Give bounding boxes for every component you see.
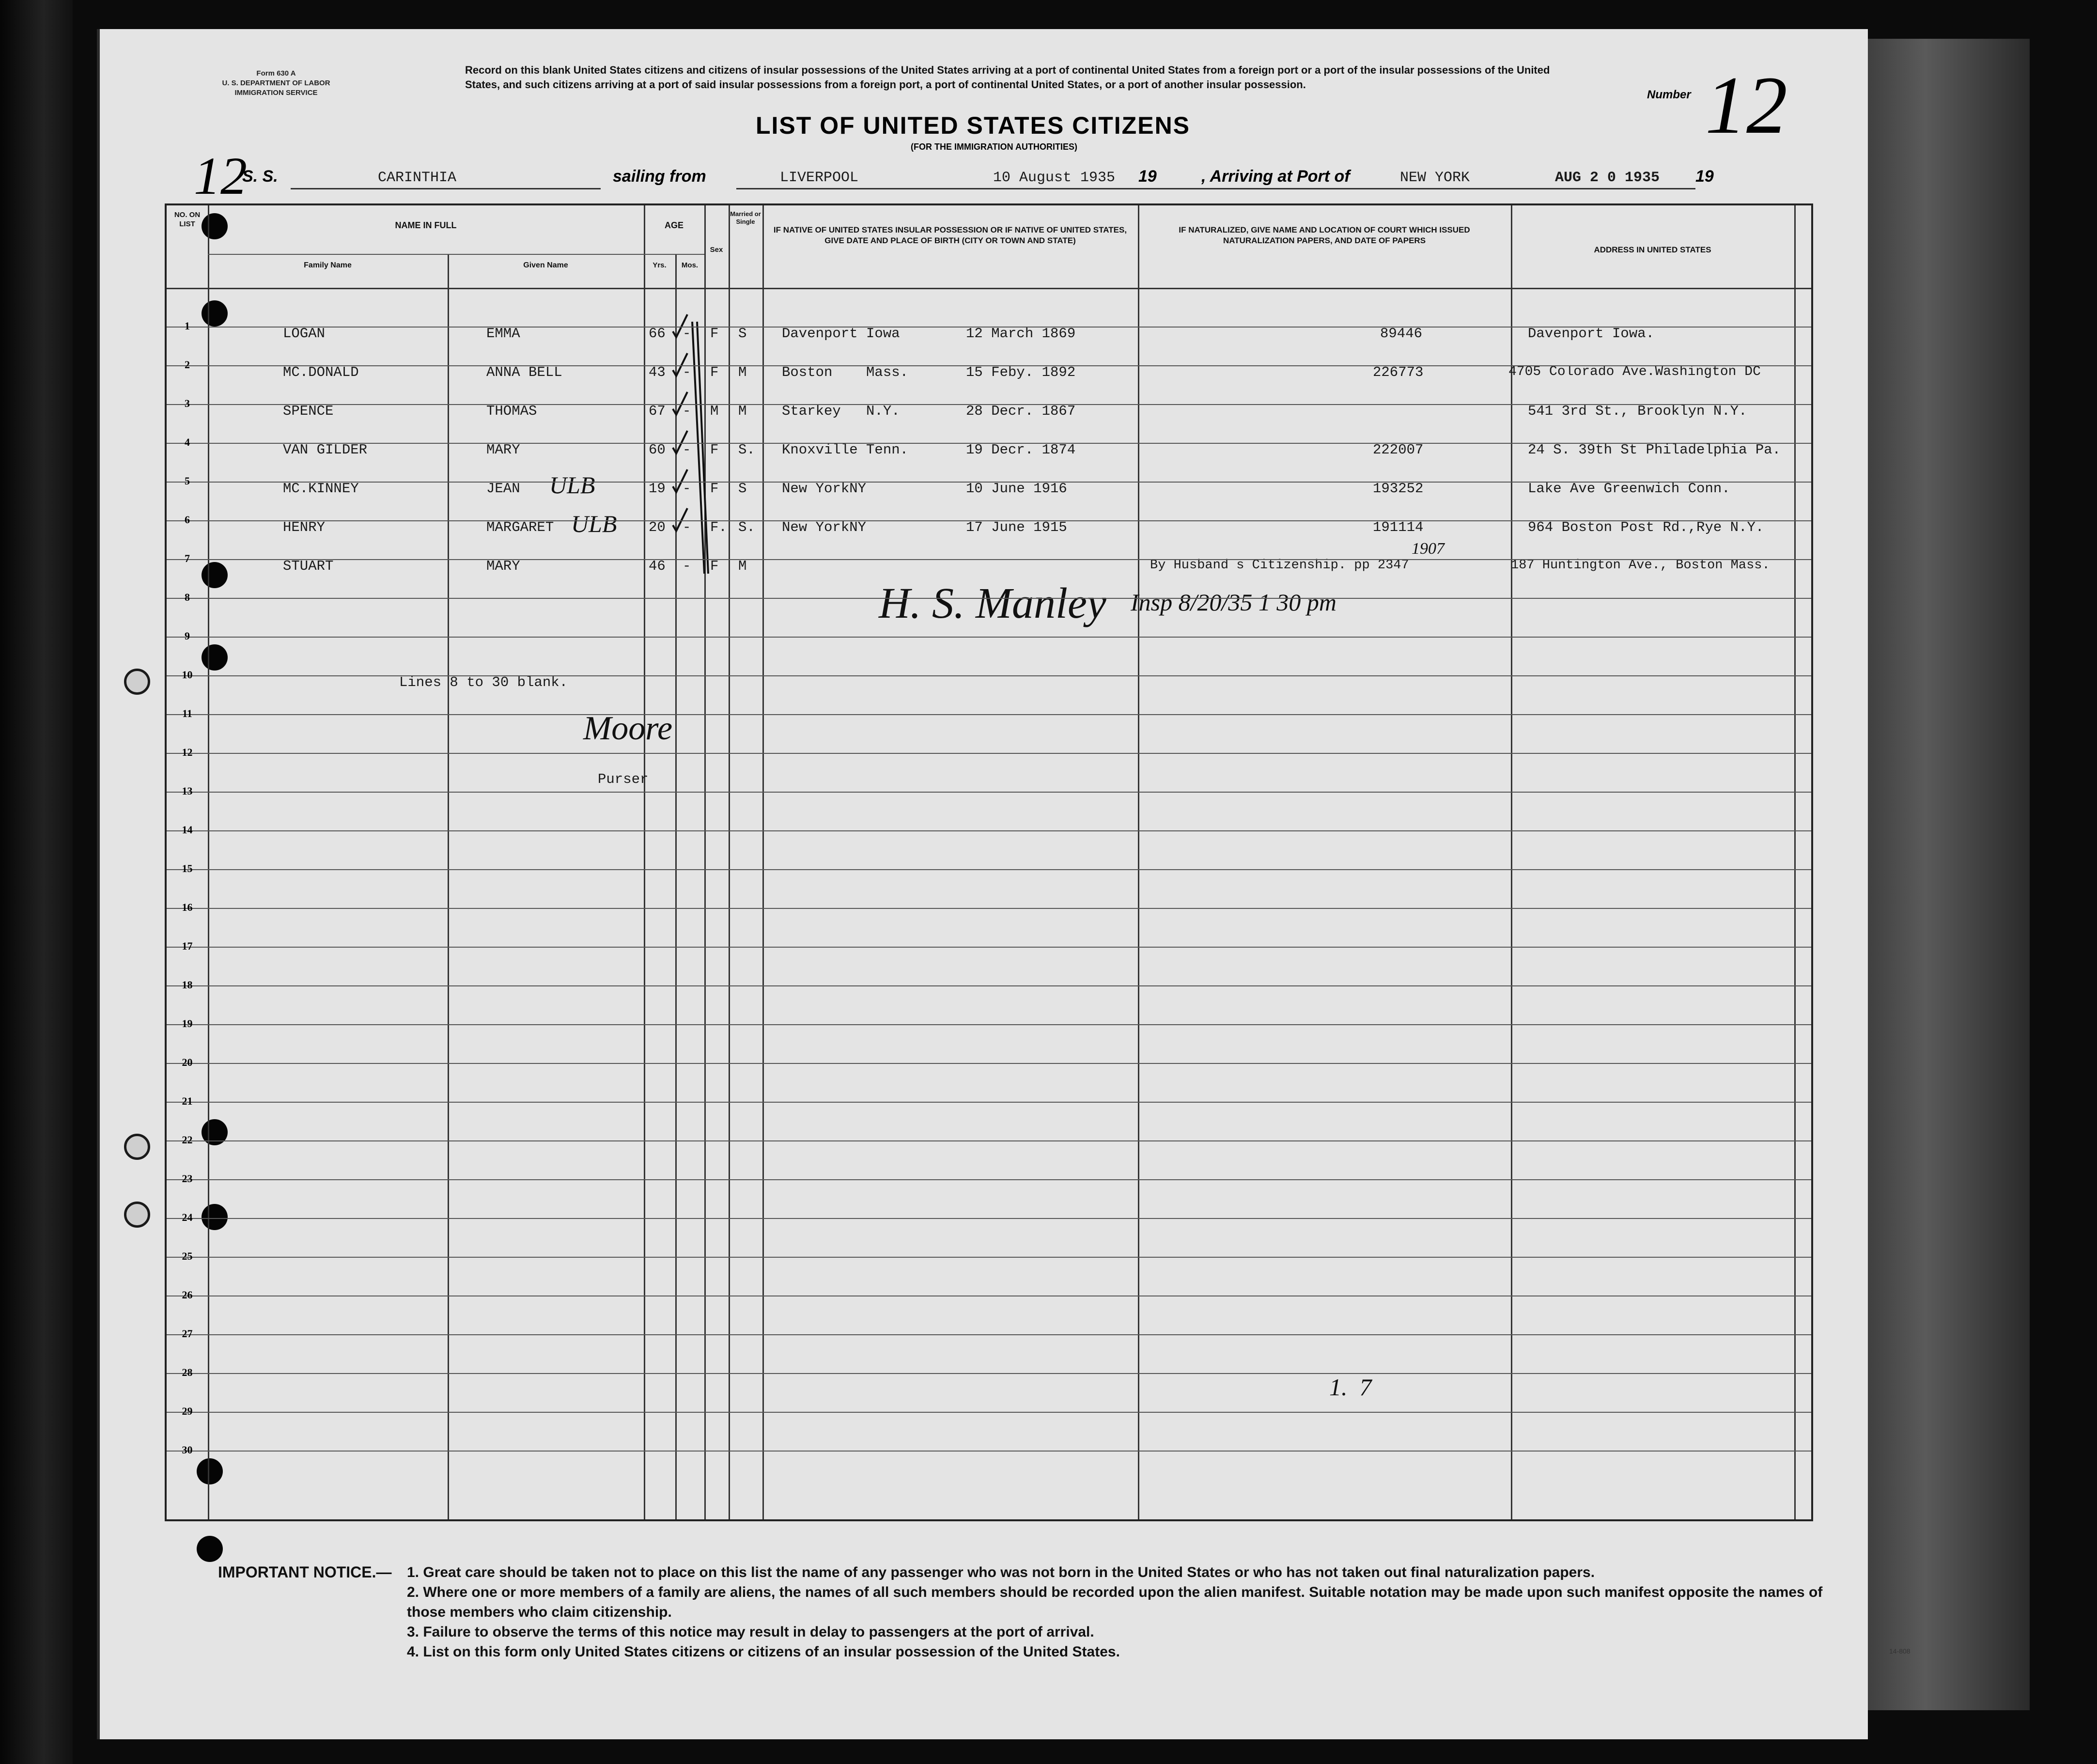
- row-rule: [167, 753, 1811, 754]
- row-number: 17: [182, 940, 193, 952]
- naturalization: 222007: [1373, 442, 1424, 458]
- notice-items: [407, 1562, 1860, 1662]
- marital: M: [738, 403, 747, 419]
- birth-date: 19 Decr. 1874: [966, 442, 1076, 458]
- age-years: 67: [649, 403, 666, 419]
- row-rule: [167, 792, 1811, 793]
- inspector-signature: H. S. Manley: [879, 579, 1106, 627]
- ship-underline: [291, 188, 601, 189]
- given-name: ANNA BELL: [486, 364, 562, 380]
- age-years: 60: [649, 442, 666, 458]
- age-months: -: [683, 364, 691, 380]
- row-number: 26: [182, 1289, 193, 1301]
- purser-signature: Moore: [583, 710, 673, 747]
- address: 964 Boston Post Rd.,Rye N.Y.: [1528, 519, 1764, 535]
- col-divider: [208, 205, 209, 1519]
- row-number: 24: [182, 1211, 193, 1223]
- notice-item: 3. Failure to observe the terms of this notice may result in delay to passengers at the port of arrival.: [407, 1624, 1094, 1640]
- row-number: 10: [182, 669, 193, 681]
- row-number: 22: [182, 1134, 193, 1146]
- birth-place: New YorkNY: [782, 481, 867, 497]
- checkmark: [673, 508, 687, 531]
- arrival-underline: [1385, 188, 1695, 189]
- row-number: 14: [182, 824, 193, 836]
- given-name: THOMAS: [486, 403, 537, 419]
- header-address: ADDRESS IN UNITED STATES: [1594, 245, 1711, 254]
- sex: F: [710, 442, 719, 458]
- arrival-stamp: AUG 2 0 1935: [1555, 170, 1660, 186]
- row-rule: [167, 365, 1811, 366]
- age-years: 43: [649, 364, 666, 380]
- row-number: 18: [182, 979, 193, 991]
- row-number: 7: [185, 552, 190, 564]
- list-number: 12: [1705, 60, 1787, 151]
- binding-hole: [124, 1202, 150, 1228]
- given-name: MARGARET: [486, 519, 554, 535]
- family-name: HENRY: [283, 519, 326, 535]
- row-number: 19: [182, 1017, 193, 1030]
- header-bottom-rule: [167, 288, 1811, 289]
- header-divider: [208, 254, 704, 255]
- year-label-2: 19: [1695, 167, 1714, 186]
- form-identifier: [213, 69, 339, 98]
- row-rule: [167, 1063, 1811, 1064]
- given-name: MARY: [486, 558, 520, 574]
- scan-right-shadow: [1855, 39, 2030, 1710]
- ship-name: CARINTHIA: [378, 170, 457, 186]
- address: Lake Ave Greenwich Conn.: [1528, 481, 1730, 497]
- page-subtitle: (FOR THE IMMIGRATION AUTHORITIES): [911, 142, 1077, 152]
- department-name: U. S. DEPARTMENT OF LABOR: [222, 79, 330, 87]
- marital: S.: [738, 519, 755, 535]
- naturalization: By Husband s Citizenship. pp 2347: [1150, 558, 1409, 573]
- sex: F: [710, 481, 719, 497]
- sex: F: [710, 364, 719, 380]
- form-instructions: Record on this blank United States citizens and citizens of insular possessions of the United States arriving at a port of continental United States from a foreign port or a port of the insular possessions of the United States, and such citizens arriving at a port of said insular possessions from a foreign port, a port of continental United States, or a port of another insular possession.: [465, 64, 1550, 91]
- row-number: 15: [182, 862, 193, 874]
- age-months: -: [683, 558, 691, 574]
- marital: S: [738, 326, 747, 342]
- marital: S: [738, 481, 747, 497]
- col-divider: [762, 205, 764, 1519]
- service-name: IMMIGRATION SERVICE: [234, 89, 318, 97]
- age-months: -: [683, 403, 691, 419]
- age-years: 46: [649, 558, 666, 574]
- row-number: 9: [185, 630, 190, 642]
- notice-item: 4. List on this form only United States citizens or citizens of an insular possession of the United States.: [407, 1644, 1120, 1660]
- age-months: -: [683, 326, 691, 342]
- notice-item: 2. Where one or more members of a family are aliens, the names of all such members should be recorded upon the alien manifest. Suitable notation may be made upon such manifest opposite the names of those members who claim citizenship.: [407, 1584, 1823, 1620]
- port-from: LIVERPOOL: [780, 170, 859, 186]
- port-to: NEW YORK: [1400, 170, 1470, 186]
- row-number: 3: [185, 397, 190, 409]
- family-name: MC.KINNEY: [283, 481, 359, 497]
- age-years: 20: [649, 519, 666, 535]
- row-number: 1: [185, 320, 190, 332]
- binding-hole: [197, 1536, 223, 1562]
- family-name: LOGAN: [283, 326, 326, 342]
- address: Davenport Iowa.: [1528, 326, 1655, 342]
- manifest-table: [165, 203, 1813, 1521]
- row-number: 29: [182, 1405, 193, 1417]
- birth-date: 10 June 1916: [966, 481, 1067, 497]
- header-no-on-list: NO. ON LIST: [174, 211, 201, 228]
- age-years: 19: [649, 481, 666, 497]
- birth-place: Boston Mass.: [782, 364, 909, 380]
- row-number: 23: [182, 1172, 193, 1185]
- birth-date: 12 March 1869: [966, 326, 1076, 342]
- checkmark-column: [646, 312, 714, 593]
- family-name: SPENCE: [283, 403, 334, 419]
- row-rule: [167, 1334, 1811, 1335]
- tally-note: 1. 7: [1329, 1374, 1372, 1401]
- row-rule: [167, 830, 1811, 831]
- address: 24 S. 39th St Philadelphia Pa.: [1528, 442, 1781, 458]
- row-rule: [167, 985, 1811, 986]
- notice-label: IMPORTANT NOTICE.—: [218, 1563, 392, 1581]
- checkmark: [673, 314, 687, 337]
- row-rule: [167, 520, 1811, 521]
- row-rule: [167, 908, 1811, 909]
- row-rule: [167, 559, 1811, 560]
- given-name: JEAN: [486, 481, 520, 497]
- inspector-note: Insp 8/20/35 1 30 pm: [1131, 589, 1336, 616]
- row-rule: [167, 482, 1811, 483]
- header-birth: IF NATIVE OF UNITED STATES INSULAR POSSESSION OR IF NATIVE OF UNITED STATES, GIVE DATE AND PLACE OF BIRTH (CITY OR TOWN AND STATE): [773, 225, 1127, 245]
- row-number: 12: [182, 746, 193, 758]
- checkmark: [673, 392, 687, 415]
- birth-place: Knoxville Tenn.: [782, 442, 909, 458]
- checkmark: [673, 469, 687, 492]
- row-rule: [167, 1373, 1811, 1374]
- birth-date: 17 June 1915: [966, 519, 1067, 535]
- col-divider: [644, 205, 645, 1519]
- row-rule: [167, 714, 1811, 715]
- row-number: 8: [185, 591, 190, 603]
- row-number: 25: [182, 1250, 193, 1262]
- page-mark: 12: [194, 146, 247, 205]
- age-months: -: [683, 519, 691, 535]
- blank-lines-note: Lines 8 to 30 blank.: [399, 674, 568, 690]
- row-rule: [167, 1412, 1811, 1413]
- row-rule: [167, 598, 1811, 599]
- naturalization: 193252: [1373, 481, 1424, 497]
- row-number: 4: [185, 436, 190, 448]
- header-mos: Mos.: [681, 261, 699, 269]
- marital: M: [738, 364, 747, 380]
- sex: F: [710, 326, 719, 342]
- header-age: AGE: [664, 220, 683, 230]
- row-rule: [167, 1024, 1811, 1025]
- year-label: 19: [1138, 167, 1157, 186]
- form-number: Form 630 A: [256, 69, 296, 78]
- handwritten-note: ULB: [549, 471, 595, 499]
- header-naturalized: IF NATURALIZED, GIVE NAME AND LOCATION OF COURT WHICH ISSUED NATURALIZATION PAPERS, AND DATE OF PAPERS: [1179, 225, 1470, 245]
- sailing-underline: [736, 188, 1473, 189]
- ss-label: S. S.: [242, 167, 278, 186]
- sex: M: [710, 403, 719, 419]
- row-rule: [167, 637, 1811, 638]
- row-number: 27: [182, 1327, 193, 1340]
- marital: M: [738, 558, 747, 574]
- superscript-note: 1907: [1412, 540, 1445, 558]
- header-family-name: Family Name: [304, 261, 352, 269]
- header-yrs: Yrs.: [652, 261, 667, 269]
- row-rule: [167, 443, 1811, 444]
- row-rule: [167, 947, 1811, 948]
- col-divider: [1511, 205, 1512, 1519]
- row-rule: [167, 1102, 1811, 1103]
- handwritten-note: ULB: [571, 510, 617, 537]
- address: 187 Huntington Ave., Boston Mass.: [1511, 558, 1770, 573]
- col-divider: [1794, 205, 1796, 1519]
- row-number: 6: [185, 514, 190, 526]
- row-number: 20: [182, 1056, 193, 1068]
- naturalization: 226773: [1373, 364, 1424, 380]
- family-name: STUART: [283, 558, 334, 574]
- birth-place: New YorkNY: [782, 519, 867, 535]
- page-title: LIST OF UNITED STATES CITIZENS: [756, 112, 1191, 139]
- naturalization: 191114: [1373, 519, 1424, 535]
- sex: F.: [710, 519, 727, 535]
- form-code: 14-808: [1889, 1647, 1911, 1655]
- row-number: 2: [185, 359, 190, 371]
- birth-place: Starkey N.Y.: [782, 403, 900, 419]
- notice-item: 1. Great care should be taken not to place on this list the name of any passenger who was not born in the United States or who has not taken out final naturalization papers.: [407, 1564, 1595, 1580]
- arriving-label: , Arriving at Port of: [1201, 167, 1350, 186]
- purser-title: Purser: [598, 771, 649, 787]
- given-name: EMMA: [486, 326, 520, 342]
- col-divider: [1138, 205, 1139, 1519]
- col-divider: [729, 205, 730, 1519]
- birth-date: 28 Decr. 1867: [966, 403, 1076, 419]
- family-name: MC.DONALD: [283, 364, 359, 380]
- row-rule: [167, 1257, 1811, 1258]
- age-years: 66: [649, 326, 666, 342]
- birth-place: Davenport Iowa: [782, 326, 900, 342]
- row-rule: [167, 1140, 1811, 1141]
- given-name: MARY: [486, 442, 520, 458]
- address: 4705 Colorado Ave.Washington DC: [1508, 364, 1761, 379]
- sex: F: [710, 558, 719, 574]
- row-rule: [167, 327, 1811, 328]
- row-rule: [167, 869, 1811, 870]
- header-name-in-full: NAME IN FULL: [395, 220, 457, 230]
- checkmark: [673, 353, 687, 376]
- number-label: Number: [1647, 88, 1691, 101]
- header-marital: Married or Single: [730, 210, 761, 225]
- family-name: VAN GILDER: [283, 442, 368, 458]
- row-number: 5: [185, 475, 190, 487]
- binding-hole: [124, 669, 150, 695]
- age-months: -: [683, 481, 691, 497]
- binding-hole: [124, 1134, 150, 1160]
- row-number: 28: [182, 1366, 193, 1378]
- row-number: 21: [182, 1095, 193, 1107]
- marital: S.: [738, 442, 755, 458]
- naturalization: 89446: [1380, 326, 1423, 342]
- row-rule: [167, 1451, 1811, 1452]
- row-number: 16: [182, 901, 193, 913]
- row-number: 13: [182, 785, 193, 797]
- checkmark: [673, 431, 687, 453]
- row-rule: [167, 404, 1811, 405]
- row-rule: [167, 1179, 1811, 1180]
- row-number: 30: [182, 1444, 193, 1456]
- row-number: 11: [182, 707, 192, 719]
- header-sex: Sex: [710, 246, 723, 254]
- age-months: -: [683, 442, 691, 458]
- sailing-label: sailing from: [613, 167, 706, 186]
- scan-left-edge: [0, 0, 73, 1764]
- row-rule: [167, 1218, 1811, 1219]
- date-from: 10 August 1935: [993, 170, 1116, 186]
- birth-date: 15 Feby. 1892: [966, 364, 1076, 380]
- header-given-name: Given Name: [523, 261, 568, 269]
- row-rule: [167, 675, 1811, 676]
- address: 541 3rd St., Brooklyn N.Y.: [1528, 403, 1747, 419]
